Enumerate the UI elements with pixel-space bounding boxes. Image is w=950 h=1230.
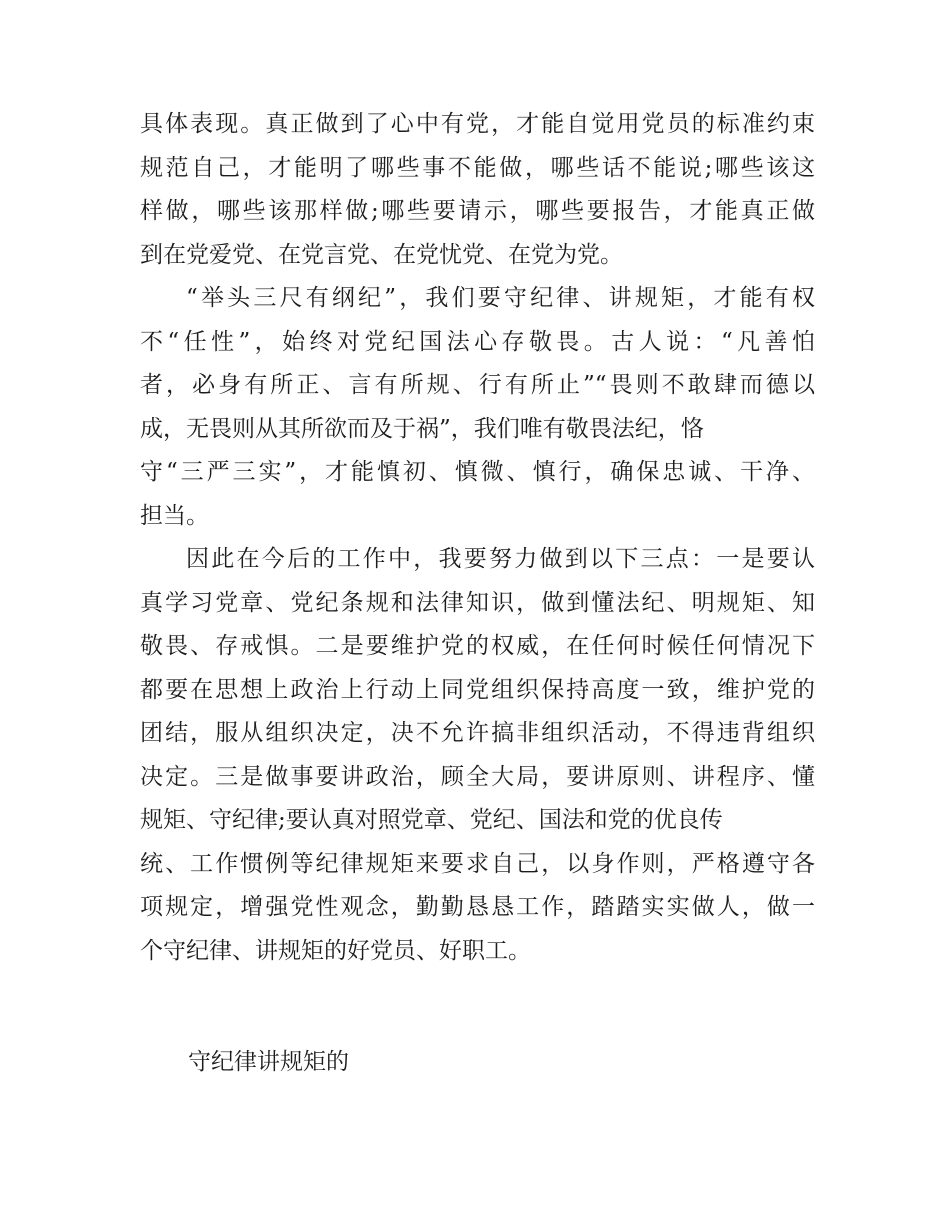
text-line: 敬畏、存戒惧。二是要维护党的权威，在任何时候任何情况下 <box>140 633 815 659</box>
paragraph-2 <box>140 277 815 538</box>
text-line: 担当。 <box>140 502 209 529</box>
text-line: 不“任性”，始终对党纪国法心存敬畏。古人说：“凡善怕 <box>140 328 815 355</box>
text-line: 守“三严三实”，才能慎初、慎微、慎行，确保忠诚、干净、 <box>140 459 815 485</box>
text-line: 者，必身有所正、言有所规、行有所止”“畏则不敢肆而德以 <box>140 372 815 398</box>
text-line: 规范自己，才能明了哪些事不能做，哪些话不能说;哪些该这 <box>140 154 815 181</box>
text-line: 统、工作惯例等纪律规矩来要求自己，以身作则，严格遵守各 <box>140 850 815 877</box>
text-line: 团结，服从组织决定，决不允许搞非组织活动，不得违背组织 <box>140 720 815 746</box>
text-line: 规矩、守纪律;要认真对照党章、党纪、国法和党的优良传 <box>140 807 723 833</box>
text-line: 个守纪律、讲规矩的好党员、好职工。 <box>140 937 531 964</box>
paragraph-3 <box>140 538 815 973</box>
text-line: 真学习党章、党纪条规和法律知识，做到懂法纪、明规矩、知 <box>140 589 815 616</box>
text-line: 项规定，增强党性观念，勤勤恳恳工作，踏踏实实做人，做一 <box>140 894 815 920</box>
text-line: 成，无畏则从其所欲而及于祸”，我们唯有敬畏法纪，恪 <box>140 415 704 442</box>
text-line: 因此在今后的工作中，我要努力做到以下三点：一是要认 <box>186 546 815 572</box>
text-line: 具体表现。真正做到了心中有党，才能自觉用党员的标准约束 <box>140 111 815 137</box>
text-line: “举头三尺有纲纪”，我们要守纪律、讲规矩，才能有权 <box>186 285 815 311</box>
paragraph-1 <box>140 103 815 277</box>
text-line: 样做，哪些该那样做;哪些要请示，哪些要报告，才能真正做 <box>140 198 815 224</box>
section-heading: 守纪律讲规矩的 <box>188 1049 349 1075</box>
text-line: 都要在思想上政治上行动上同党组织保持高度一致，维护党的 <box>140 676 815 703</box>
text-line: 决定。三是做事要讲政治，顾全大局，要讲原则、讲程序、懂 <box>140 763 815 790</box>
text-line: 到在党爱党、在党言党、在党忧党、在党为党。 <box>140 241 623 268</box>
